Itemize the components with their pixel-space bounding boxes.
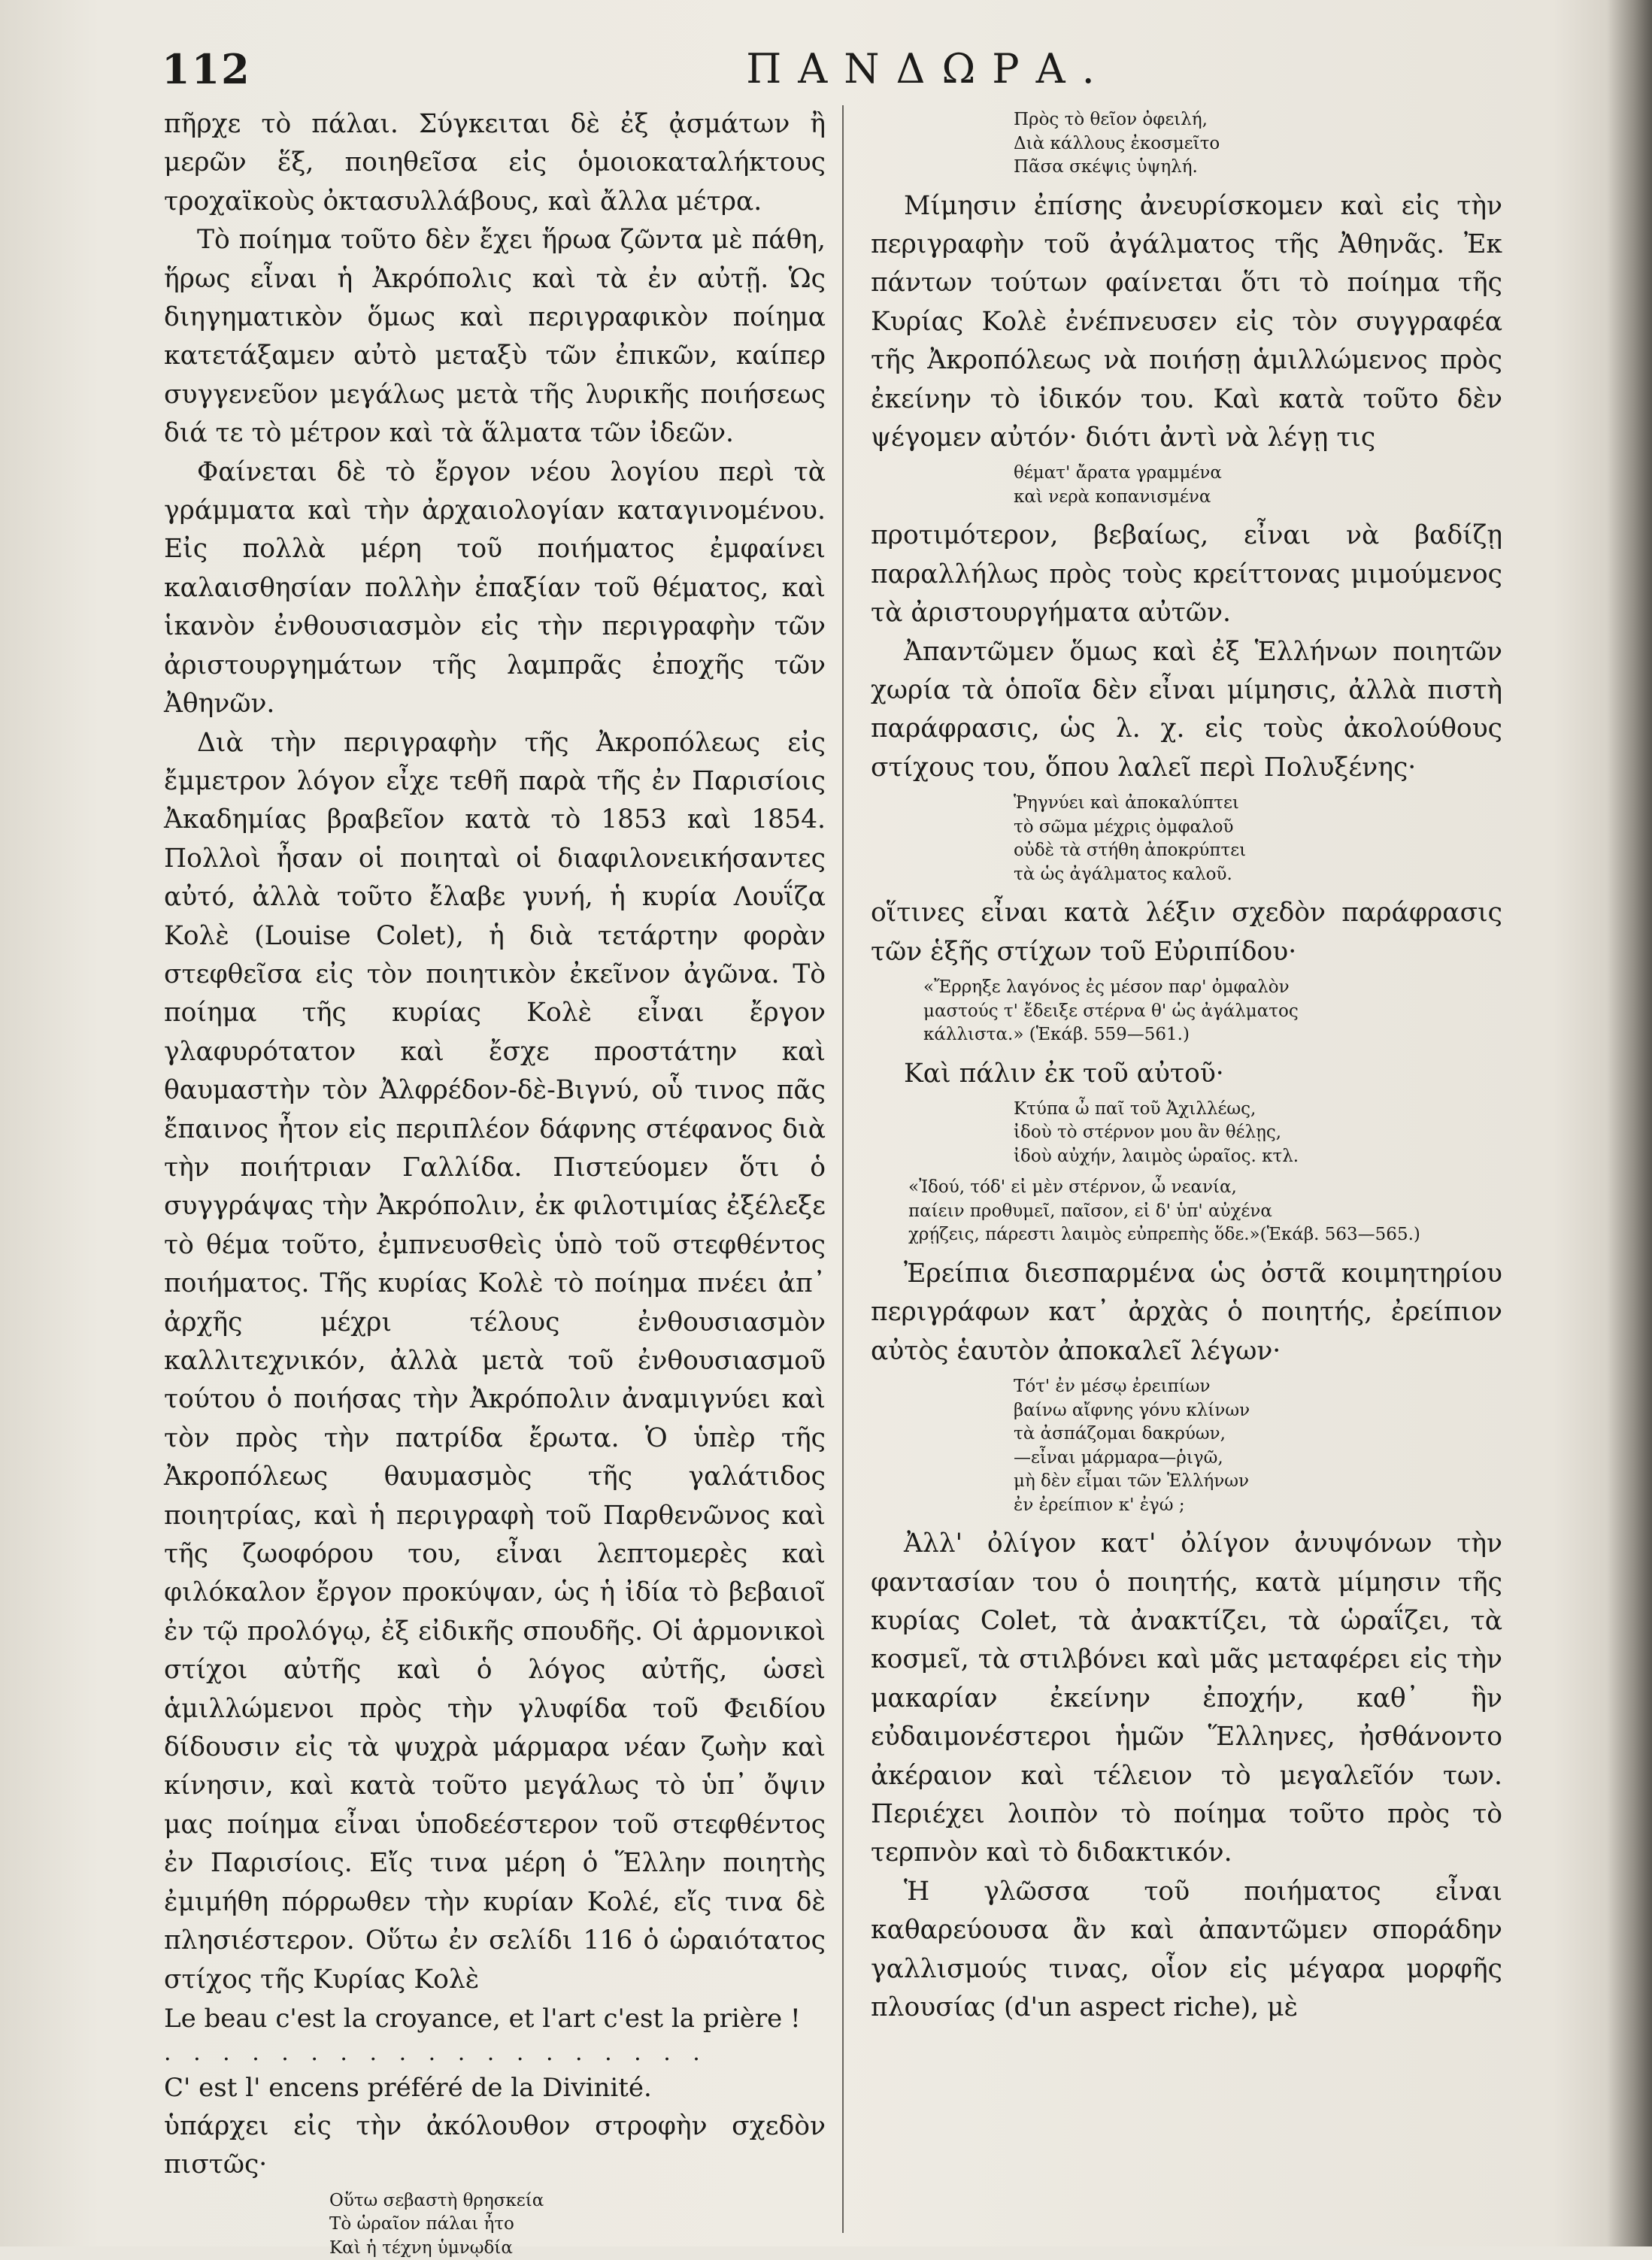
paragraph: Ἀλλ' ὀλίγον κατ' ὀλίγον ἀνυψόνων τὴν φαντασίαν του ὁ ποιητής, κατὰ μίμησιν τῆς κυρίας Colet, τὰ ἀνακτίζει, τὰ ὡραΐζει, τὰ κοσμεῖ, τὰ στιλβόνει καὶ μᾶς μεταφέρει εἰς τὴν μακαρίαν ἐκείνην ἐποχήν, καθ᾽ ἣν εὐδαιμονέστεροι ἡμῶν Ἕλληνες, ἠσθάνοντο ἀκέραιον καὶ τέλειον τὸ μεγαλεῖόν των. Περιέχει λοιπὸν τὸ ποίημα τοῦτο πρὸς τὸ τερπνὸν καὶ τὸ διδακτικόν. (871, 1528, 1502, 1868)
verse-line: Καὶ ἡ τέχνη ὑμνῳδία (329, 2237, 513, 2258)
verse-line: Διὰ κάλλους ἐκοσμεῖτο (1014, 133, 1220, 153)
verse-line: κάλλιστα.» (Ἑκάβ. 559—561.) (923, 1025, 1190, 1044)
verse-block (908, 1176, 1502, 1247)
verse-line: τὰ ἀσπάζομαι δακρύων, (1014, 1424, 1226, 1444)
verse-line: χρῄζεις, πάρεστι λαιμὸς εὐπρεπὴς ὅδε.»(Ἑκάβ. 563—565.) (908, 1225, 1420, 1245)
verse-line: Οὕτω σεβαστὴ θρησκεία (329, 2190, 544, 2210)
paragraph: ὑπάρχει εἰς τὴν ἀκόλουθον στροφὴν σχεδὸν πιστῶς· (164, 2110, 826, 2180)
verse-block (1014, 1098, 1502, 1169)
paragraph: πῆρχε τὸ πάλαι. Σύγκειται δὲ ἐξ ᾀσμάτων ἢ μερῶν ἕξ, ποιηθεῖσα εἰς ὁμοιοκαταλήκτους τροχαϊκοὺς ὀκτασυλλάβους, καὶ ἄλλα μέτρα. (164, 109, 826, 217)
left-column (164, 105, 826, 2258)
verse-block (1014, 462, 1502, 509)
page-header (162, 45, 1530, 105)
verse-line: ἰδοὺ αὐχήν, λαιμὸς ὡραῖος. κτλ. (1014, 1146, 1299, 1166)
verse-line: Τότ' ἐν μέσῳ ἐρειπίων (1014, 1377, 1211, 1397)
verse-line: Ῥηγνύει καὶ ἀποκαλύπτει (1014, 793, 1239, 813)
verse-line: Πρὸς τὸ θεῖον ὀφειλή, (1014, 110, 1208, 129)
french-quote-line: C' est l' encens préféré de la Divinité. (164, 2072, 652, 2103)
paragraph: προτιμότερον, βεβαίως, εἶναι νὰ βαδίζῃ παραλλήλως πρὸς τοὺς κρείττονας μιμούμενος τὰ ἀριστουργήματα αὐτῶν. (871, 520, 1502, 629)
verse-line: —εἶναι μάρμαρα—ῥιγῶ, (1014, 1447, 1223, 1468)
verse-block (329, 2189, 826, 2260)
paragraph: Τὸ ποίημα τοῦτο δὲν ἔχει ἥρωα ζῶντα μὲ πάθη, ἥρως εἶναι ἡ Ἀκρόπολις καὶ τὰ ἐν αὐτῇ. Ὡς διηγηματικὸν ὅμως καὶ περιγραφικὸν ποίημα κατετάξαμεν αὐτὸ μεταξὺ τῶν ἐπικῶν, καίπερ συγγενεῦον μεγάλως μετὰ τῆς λυρικῆς ποιήσεως διά τε τὸ μέτρον καὶ τὰ ἅλματα τῶν ἰδεῶν. (164, 225, 826, 449)
verse-line: οὐδὲ τὰ στήθη ἀποκρύπτει (1014, 841, 1247, 861)
french-quote-line: Le beau c'est la croyance, et l'art c'est la prière ! (164, 2003, 801, 2034)
verse-block (923, 976, 1502, 1047)
verse-line: βαίνω αἴφνης γόνυ κλίνων (1014, 1400, 1250, 1420)
paragraph: Ἀπαντῶμεν ὅμως καὶ ἐξ Ἑλλήνων ποιητῶν χωρία τὰ ὁποῖα δὲν εἶναι μίμησις, ἀλλὰ πιστὴ παράφρασις, ὡς λ. χ. εἰς τοὺς ἀκολούθους στίχους του, ὅπου λαλεῖ περὶ Πολυξένης· (871, 636, 1502, 783)
verse-line: Πᾶσα σκέψις ὑψηλή. (1014, 157, 1198, 177)
verse-block (1014, 108, 1502, 180)
verse-line: «Ἔρρηξε λαγόνος ἐς μέσον παρ' ὀμφαλὸν (923, 977, 1290, 997)
verse-block (1014, 1375, 1502, 1517)
paragraph: Ἡ γλῶσσα τοῦ ποιήματος εἶναι καθαρεύουσα ἂν καὶ ἀπαντῶμεν σποράδην γαλλισμούς τινας, οἷον εἰς μέγαρα μορφῆς πλουσίας (d'un aspect riche), μὲ (871, 1876, 1502, 2022)
verse-line: Τὸ ὡραῖον πάλαι ἦτο (329, 2214, 514, 2234)
page-number: 112 (162, 45, 251, 93)
verse-line: καὶ νερὰ κοπανισμένα (1014, 486, 1211, 507)
paragraph: Καὶ πάλιν ἐκ τοῦ αὐτοῦ· (904, 1058, 1224, 1089)
column-divider (842, 105, 844, 2233)
verse-line: Κτύπα ὦ παῖ τοῦ Ἀχιλλέως, (1014, 1098, 1256, 1119)
running-title: ΠΑΝΔΩΡΑ. (746, 45, 1111, 92)
paragraph: Φαίνεται δὲ τὸ ἔργον νέου λογίου περὶ τὰ γράμματα καὶ τὴν ἀρχαιολογίαν καταγινομένου. Εἰς πολλὰ μέρη τοῦ ποιήματος ἐμφαίνει καλαισθησίαν πολλὴν ἐπαξίαν τοῦ θέματος, καὶ ἱκανὸν ἐνθουσιασμὸν εἰς τὴν περιγραφὴν τῶν ἀριστουργημάτων τῆς λαμπρᾶς ἐποχῆς τῶν Ἀθηνῶν. (164, 456, 826, 720)
paragraph: Διὰ τὴν περιγραφὴν τῆς Ἀκροπόλεως εἰς ἔμμετρον λόγον εἶχε τεθῆ παρὰ τῆς ἐν Παρισίοις Ἀκαδημίας βραβεῖον κατὰ τὸ 1853 καὶ 1854. Πολλοὶ ἦσαν οἱ ποιηταὶ οἱ διαφιλονεικήσαντες αὐτό, ἀλλὰ τοῦτο ἔλαβε γυνή, ἡ κυρία Λουΐζα Κολὲ (Louise Colet), ἡ διὰ τετάρτην φορὰν στεφθεῖσα εἰς τὸν ποιητικὸν ἐκεῖνον ἀγῶνα. Τὸ ποίημα τῆς κυρίας Κολὲ εἶναι ἔργον γλαφυρότατον καὶ ἔσχε προστάτην καὶ θαυμαστὴν τὸν Ἀλφρέδον-δὲ-Βιγνύ, οὗ τινος πᾶς ἔπαινος ἦτον εἰς περιπλέον δάφνης στέφανος διὰ τὴν ποιήτριαν Γαλλίδα. Πιστεύομεν ὅτι ὁ συγγράψας τὴν Ἀκρόπολιν, ἐκ φιλοτιμίας ἐξέλεξε τὸ θέμα τοῦτο, ἐμπνευσθεὶς ὑπὸ τοῦ στεφθέντος ποιήματος. Τῆς κυρίας Κολὲ τὸ ποίημα πνέει ἀπ᾽ ἀρχῆς μέχρι τέλους ἐνθουσιασμὸν καλλιτεχνικόν, ἀλλὰ μετὰ τοῦ ἐνθουσιασμοῦ τούτου ὁ ποιήσας τὴν Ἀκρόπολιν ἀναμιγνύει καὶ τὸν πρὸς τὴν πατρίδα ἔρωτα. Ὁ ὑπὲρ τῆς Ἀκροπόλεως θαυμασμὸς τῆς γαλάτιδος ποιητρίας, καὶ ἡ περιγραφὴ τοῦ Παρθενῶνος καὶ τῆς ζωοφόρου του, εἶναι λεπτομερὲς καὶ φιλόκαλον ἔργον προκύψαν, ὡς ἡ ἰδία τὸ βεβαιοῖ ἐν τῷ προλόγῳ, ἐξ εἰδικῆς σπουδῆς. Οἱ ἁρμονικοὶ στίχοι αὐτῆς καὶ ὁ λόγος αὐτῆς, ὡσεὶ ἁμιλλώμενοι πρὸς τὴν γλυφίδα τοῦ Φειδίου δίδουσιν εἰς τὰ ψυχρὰ μάρμαρα νέαν ζωὴν καὶ κίνησιν, καὶ κατὰ τοῦτο μεγάλως τὸ ὑπ᾽ ὄψιν μας ποίημα εἶναι ὑποδεέστερον τοῦ στεφθέντος ἐν Παρισίοις. Εἴς τινα μέρη ὁ Ἕλλην ποιητὴς ἐμιμήθη πόρρωθεν τὴν κυρίαν Κολέ, εἴς τινα δὲ πλησιέστερον. Οὕτω ἐν σελίδι 116 ὁ ὡραιότατος στίχος τῆς Κυρίας Κολὲ (164, 727, 826, 1995)
verse-line: μὴ δὲν εἶμαι τῶν Ἑλλήνων (1014, 1471, 1250, 1492)
ellipsis-dots: . . . . . . . . . . . . . . . . . . . (164, 2039, 708, 2066)
verse-block (1014, 792, 1502, 886)
paragraph: Μίμησιν ἐπίσης ἀνευρίσκομεν καὶ εἰς τὴν περιγραφὴν τοῦ ἀγάλματος τῆς Ἀθηνᾶς. Ἐκ πάντων τούτων φαίνεται ὅτι τὸ ποίημα τῆς Κυρίας Κολὲ ἐνέπνευσεν εἰς τὸν συγγραφέα τῆς Ἀκροπόλεως νὰ ποιήσῃ ἁμιλλώμενος πρὸς ἐκείνην τὸ ἰδικόν του. Καὶ κατὰ τοῦτο δὲν ψέγομεν αὐτόν· διότι ἀντὶ νὰ λέγῃ τις (871, 190, 1502, 453)
verse-line: τὰ ὡς ἀγάλματος καλοῦ. (1014, 864, 1232, 884)
verse-line: ἐν ἐρείπιον κ' ἐγώ ; (1014, 1495, 1185, 1515)
paragraph: Ἐρείπια διεσπαρμένα ὡς ὀστᾶ κοιμητηρίου περιγράφων κατ᾽ ἀρχὰς ὁ ποιητής, ἐρείπιον αὐτὸς ἑαυτὸν ἀποκαλεῖ λέγων· (871, 1258, 1502, 1366)
verse-line: θέματ' ἄρατα γραμμένα (1014, 463, 1222, 483)
verse-line: μαστούς τ' ἔδειξε στέρνα θ' ὡς ἀγάλματος (923, 1001, 1299, 1021)
verse-line: τὸ σῶμα μέχρις ὀμφαλοῦ (1014, 816, 1234, 837)
verse-line: παίειν προθυμεῖ, παῖσον, εἰ δ' ὑπ' αὐχένα (908, 1201, 1272, 1221)
page-binding-shadow (1607, 0, 1652, 2246)
verse-line: «Ἰδού, τόδ' εἰ μὲν στέρνον, ὦ νεανία, (908, 1177, 1237, 1198)
right-column (871, 105, 1502, 2233)
paragraph: οἵτινες εἶναι κατὰ λέξιν σχεδὸν παράφρασις τῶν ἑξῆς στίχων τοῦ Εὐριπίδου· (871, 898, 1502, 967)
verse-line: ἰδοὺ τὸ στέρνον μου ἂν θέλῃς, (1014, 1122, 1282, 1143)
